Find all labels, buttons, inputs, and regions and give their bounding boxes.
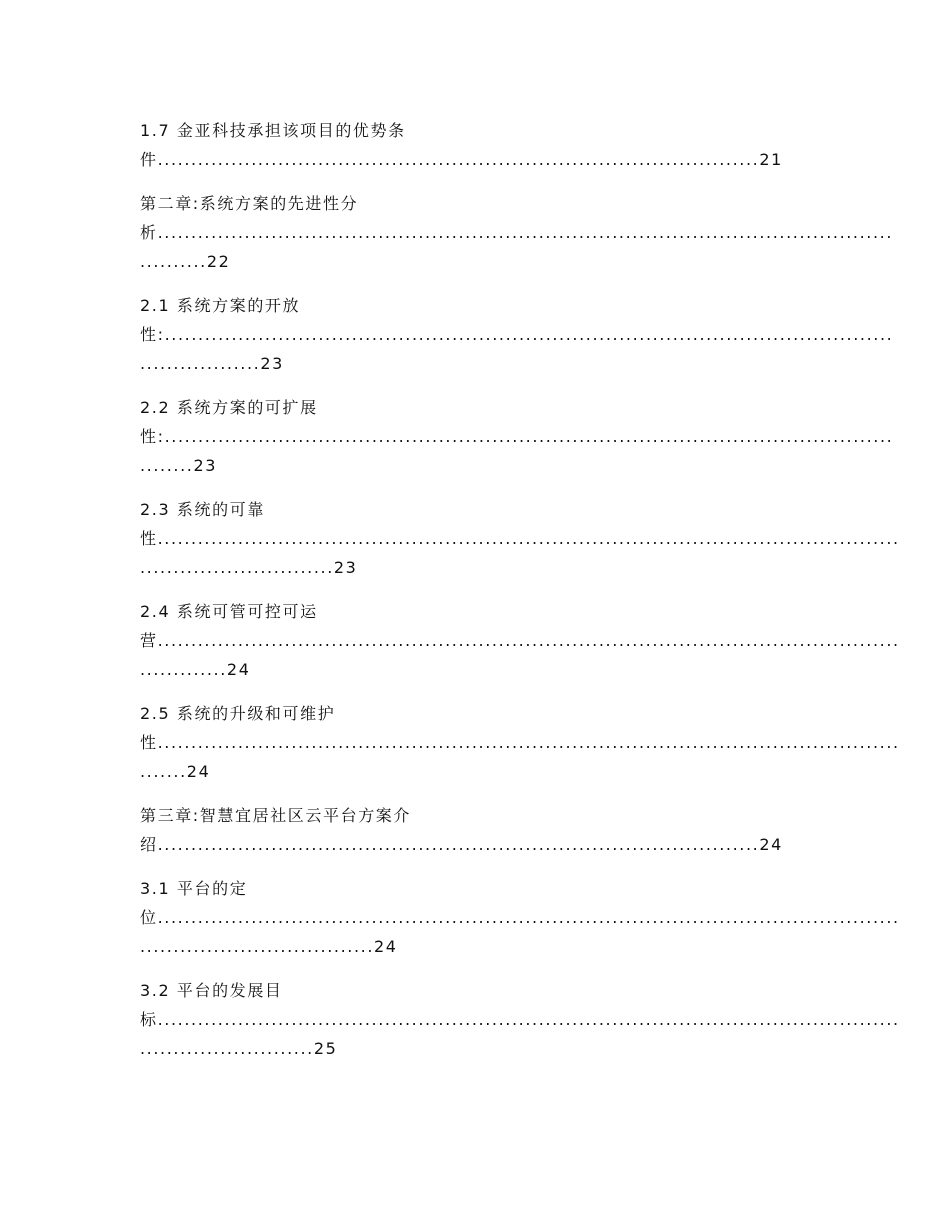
toc-entry-title: 2.2 系统方案的可扩展 (140, 398, 318, 417)
toc-entry-leader: 性:............................................................................................................. (140, 427, 894, 446)
toc-entry-leader: 标............................................................................................................... (140, 1010, 900, 1029)
toc-entry-leader-page: ..................23 (140, 354, 284, 373)
toc-entry-title: 第三章:智慧宜居社区云平台方案介 (140, 806, 411, 825)
toc-entry-leader-page: ..........................25 (140, 1039, 338, 1058)
toc-entry-title: 3.2 平台的发展目 (140, 981, 283, 1000)
toc-entry-3-2[interactable] (140, 976, 900, 1063)
toc-entry-leader: 位............................................................................................................... (140, 908, 900, 927)
toc-entry-title: 1.7 金亚科技承担该项目的优势条 (140, 121, 406, 140)
toc-entry-2-4[interactable] (140, 597, 900, 684)
toc-entry-title: 2.5 系统的升级和可维护 (140, 704, 336, 723)
toc-entry-leader-page: ...................................24 (140, 937, 398, 956)
toc-entry-leader: 性............................................................................................................... (140, 733, 900, 752)
toc-entry-title: 3.1 平台的定 (140, 879, 248, 898)
toc-entry-title: 第二章:系统方案的先进性分 (140, 194, 359, 213)
toc-entry-title: 2.3 系统的可靠 (140, 500, 265, 519)
toc-entry-chapter-2[interactable] (140, 189, 894, 276)
toc-entry-leader-page: .............24 (140, 660, 251, 679)
toc-entry-leader-page: 绍..........................................................................................24 (140, 835, 783, 854)
toc-entry-chapter-3[interactable] (140, 801, 804, 859)
table-of-contents (140, 116, 900, 1078)
toc-entry-leader: 性:............................................................................................................. (140, 325, 894, 344)
toc-entry-title: 2.1 系统方案的开放 (140, 296, 301, 315)
toc-entry-leader-page: 件..........................................................................................21 (140, 150, 783, 169)
toc-entry-leader-page: ..........22 (140, 252, 231, 271)
toc-entry-leader: 性............................................................................................................... (140, 529, 900, 548)
toc-entry-3-1[interactable] (140, 874, 900, 961)
toc-entry-leader: 析.............................................................................................................. (140, 223, 894, 242)
toc-entry-2-3[interactable] (140, 495, 900, 582)
toc-entry-leader: 营............................................................................................................... (140, 631, 900, 650)
toc-entry-1-7[interactable] (140, 116, 804, 174)
toc-entry-2-1[interactable] (140, 291, 894, 378)
toc-entry-2-2[interactable] (140, 393, 894, 480)
toc-entry-leader-page: ........23 (140, 456, 218, 475)
toc-entry-leader-page: .............................23 (140, 558, 358, 577)
toc-entry-2-5[interactable] (140, 699, 900, 786)
toc-entry-leader-page: .......24 (140, 762, 211, 781)
toc-entry-title: 2.4 系统可管可控可运 (140, 602, 318, 621)
